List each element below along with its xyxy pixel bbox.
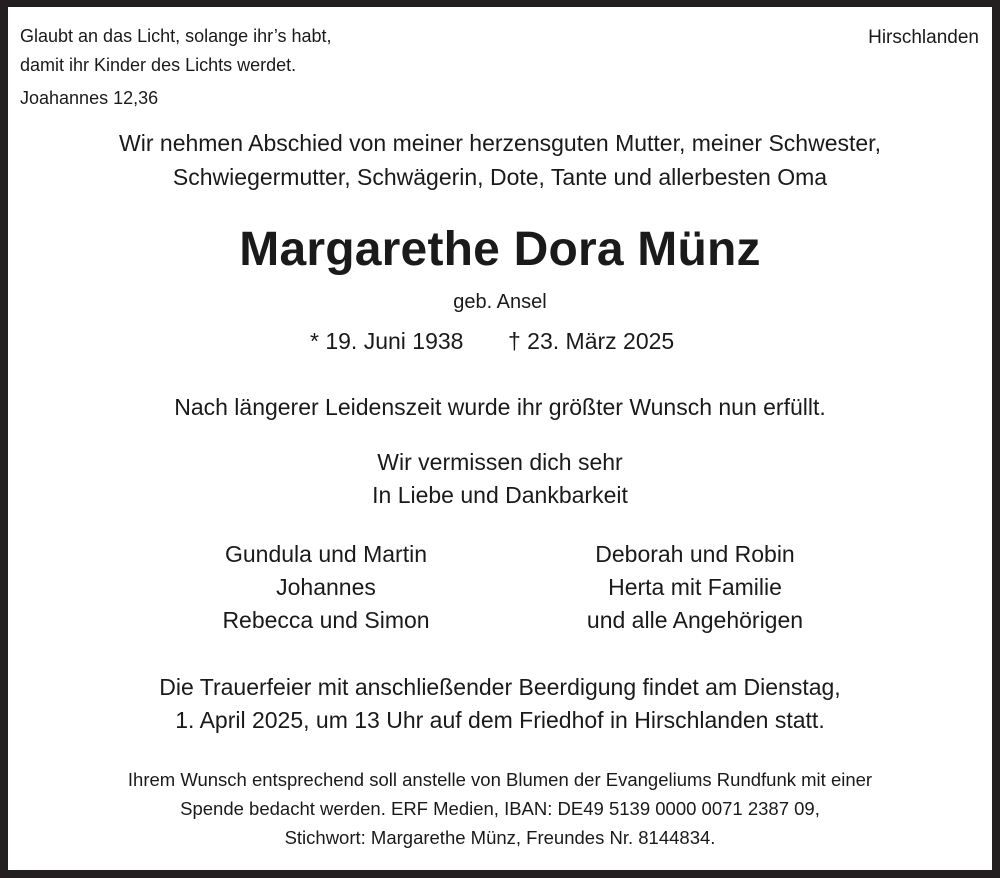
verse-reference: Joahannes 12,36	[20, 88, 159, 108]
deceased-name: Margarethe Dora Münz	[239, 223, 761, 276]
mourner: und alle Angehörigen	[586, 607, 804, 633]
verse-line-2: damit ihr Kinder des Lichts werdet.	[20, 55, 297, 75]
donation-line-2: Spende bedacht werden. ERF Medien, IBAN: DE49 5139 0000 0071 2387 09,	[180, 798, 820, 819]
donation-line-1: Ihrem Wunsch entsprechend soll anstelle von Blumen der Evangeliums Rundfunk mit einer	[127, 769, 873, 790]
funeral-line-2: 1. April 2025, um 13 Uhr auf dem Friedhof in Hirschlanden statt.	[175, 707, 825, 733]
birth-date: * 19. Juni 1938	[310, 328, 464, 354]
intro-line-2: Schwiegermutter, Schwägerin, Dote, Tante und allerbesten Oma	[172, 164, 828, 190]
death-date: † 23. März 2025	[508, 328, 675, 354]
mourners-left	[166, 541, 486, 640]
closing-line-2: In Liebe und Dankbarkeit	[372, 482, 628, 508]
donation-line-3: Stichwort: Margarethe Münz, Freundes Nr. 8144834.	[284, 827, 716, 848]
mourner: Rebecca und Simon	[222, 607, 430, 633]
closing-line-1: Wir vermissen dich sehr	[377, 449, 623, 475]
mourner: Gundula und Martin	[224, 541, 427, 567]
mourner: Herta mit Familie	[608, 574, 782, 600]
maiden-name: geb. Ansel	[453, 291, 547, 313]
mourners-right	[535, 541, 855, 640]
funeral-line-1: Die Trauerfeier mit anschließender Beerdigung findet am Dienstag,	[159, 674, 841, 700]
message: Nach längerer Leidenszeit wurde ihr größter Wunsch nun erfüllt.	[174, 394, 826, 420]
mourner: Johannes	[276, 574, 376, 600]
location: Hirschlanden	[868, 27, 979, 48]
mourner: Deborah und Robin	[595, 541, 795, 567]
verse-line-1: Glaubt an das Licht, solange ihr’s habt,	[20, 26, 332, 46]
intro-line-1: Wir nehmen Abschied von meiner herzensguten Mutter, meiner Schwester,	[119, 130, 881, 156]
